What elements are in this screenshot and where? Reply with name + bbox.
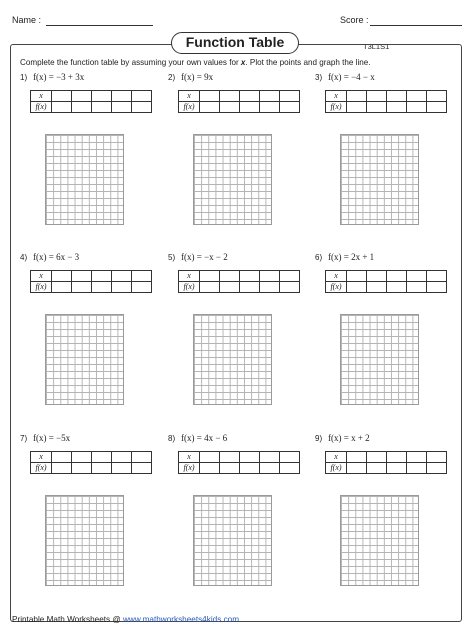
fx-value-cell[interactable] (200, 102, 220, 113)
fx-row-label: f(x) (179, 102, 200, 113)
problem-equation: f(x) = 9x (181, 72, 214, 82)
x-value-cell[interactable] (200, 452, 220, 463)
x-value-cell[interactable] (240, 452, 260, 463)
fx-value-cell[interactable] (220, 102, 240, 113)
fx-value-cell[interactable] (92, 282, 112, 293)
instructions-suffix: . Plot the points and graph the line. (245, 58, 371, 67)
fx-value-cell[interactable] (92, 463, 112, 474)
problem-number: 6) (315, 253, 323, 262)
x-value-cell[interactable] (220, 271, 240, 282)
fx-value-cell[interactable] (52, 463, 72, 474)
x-value-cell[interactable] (240, 271, 260, 282)
graph-grid[interactable] (45, 314, 124, 405)
x-value-cell[interactable] (347, 91, 367, 102)
problem-number: 2) (168, 73, 176, 82)
fx-value-cell[interactable] (387, 463, 407, 474)
function-table (325, 90, 447, 113)
x-row-label: x (31, 271, 52, 282)
x-value-cell[interactable] (387, 271, 407, 282)
x-value-cell[interactable] (92, 271, 112, 282)
x-value-cell[interactable] (112, 91, 132, 102)
name-label: Name : (12, 15, 42, 25)
fx-value-cell[interactable] (367, 282, 387, 293)
x-value-cell[interactable] (92, 91, 112, 102)
fx-value-cell[interactable] (387, 102, 407, 113)
fx-value-cell[interactable] (407, 463, 427, 474)
fx-value-cell[interactable] (72, 463, 92, 474)
fx-row-label: f(x) (326, 463, 347, 474)
fx-value-cell[interactable] (240, 282, 260, 293)
fx-value-cell[interactable] (407, 102, 427, 113)
graph-grid[interactable] (45, 495, 124, 586)
x-value-cell[interactable] (200, 91, 220, 102)
x-value-cell[interactable] (72, 91, 92, 102)
problem-number: 3) (315, 73, 323, 82)
x-row-label: x (179, 91, 200, 102)
problem-equation: f(x) = −4 − x (328, 72, 375, 82)
x-value-cell[interactable] (72, 452, 92, 463)
fx-value-cell[interactable] (260, 463, 280, 474)
instructions-prefix: Complete the function table by assuming your own values for (20, 58, 241, 67)
score-field-line[interactable] (370, 25, 462, 26)
fx-value-cell[interactable] (427, 463, 447, 474)
fx-value-cell[interactable] (407, 282, 427, 293)
fx-value-cell[interactable] (72, 282, 92, 293)
fx-row-label: f(x) (326, 102, 347, 113)
problem-number: 5) (168, 253, 176, 262)
footer-text: Printable Math Worksheets @ (12, 615, 124, 624)
fx-value-cell[interactable] (200, 463, 220, 474)
graph-grid[interactable] (45, 134, 124, 225)
fx-value-cell[interactable] (220, 463, 240, 474)
fx-value-cell[interactable] (112, 102, 132, 113)
fx-value-cell[interactable] (367, 102, 387, 113)
function-table (30, 90, 152, 113)
function-table (30, 270, 152, 293)
fx-value-cell[interactable] (347, 282, 367, 293)
x-value-cell[interactable] (260, 271, 280, 282)
fx-value-cell[interactable] (280, 463, 300, 474)
worksheet-title: Function Table (171, 32, 299, 54)
x-row-label: x (326, 91, 347, 102)
footer-link[interactable]: www.mathworksheets4kids.com (123, 615, 240, 624)
x-value-cell[interactable] (132, 91, 152, 102)
graph-grid[interactable] (340, 314, 419, 405)
x-value-cell[interactable] (72, 271, 92, 282)
problem-equation: f(x) = −5x (33, 433, 71, 443)
fx-value-cell[interactable] (280, 282, 300, 293)
fx-value-cell[interactable] (260, 282, 280, 293)
problem-equation: f(x) = 2x + 1 (328, 252, 375, 262)
x-value-cell[interactable] (427, 91, 447, 102)
x-value-cell[interactable] (112, 271, 132, 282)
fx-value-cell[interactable] (52, 282, 72, 293)
problem-number: 7) (20, 434, 28, 443)
x-value-cell[interactable] (52, 452, 72, 463)
fx-row-label: f(x) (326, 282, 347, 293)
fx-value-cell[interactable] (112, 282, 132, 293)
instructions-variable: x (240, 58, 246, 67)
problem-equation: f(x) = −x − 2 (181, 252, 228, 262)
problem-equation: f(x) = 4x − 6 (181, 433, 228, 443)
fx-value-cell[interactable] (427, 282, 447, 293)
fx-value-cell[interactable] (347, 463, 367, 474)
x-value-cell[interactable] (92, 452, 112, 463)
x-value-cell[interactable] (407, 271, 427, 282)
name-field-line[interactable] (46, 25, 153, 26)
fx-value-cell[interactable] (72, 102, 92, 113)
function-table (178, 451, 300, 474)
function-table (178, 270, 300, 293)
function-table (178, 90, 300, 113)
x-row-label: x (179, 271, 200, 282)
x-value-cell[interactable] (240, 91, 260, 102)
x-value-cell[interactable] (367, 271, 387, 282)
graph-grid[interactable] (340, 495, 419, 586)
fx-value-cell[interactable] (112, 463, 132, 474)
x-row-label: x (31, 91, 52, 102)
x-value-cell[interactable] (200, 271, 220, 282)
fx-value-cell[interactable] (240, 102, 260, 113)
footer-credit (12, 615, 239, 624)
x-value-cell[interactable] (347, 452, 367, 463)
x-value-cell[interactable] (132, 271, 152, 282)
fx-row-label: f(x) (179, 463, 200, 474)
x-value-cell[interactable] (367, 452, 387, 463)
problem-number: 1) (20, 73, 28, 82)
instructions (20, 58, 371, 67)
score-label: Score : (340, 15, 369, 25)
x-value-cell[interactable] (280, 452, 300, 463)
fx-row-label: f(x) (179, 282, 200, 293)
x-value-cell[interactable] (280, 91, 300, 102)
fx-value-cell[interactable] (347, 102, 367, 113)
problem-equation: f(x) = x + 2 (328, 433, 370, 443)
x-value-cell[interactable] (112, 452, 132, 463)
problem-equation: f(x) = −3 + 3x (33, 72, 85, 82)
x-row-label: x (326, 271, 347, 282)
x-value-cell[interactable] (427, 271, 447, 282)
x-value-cell[interactable] (52, 91, 72, 102)
fx-value-cell[interactable] (427, 102, 447, 113)
x-row-label: x (31, 452, 52, 463)
fx-value-cell[interactable] (92, 102, 112, 113)
fx-value-cell[interactable] (367, 463, 387, 474)
graph-grid[interactable] (193, 134, 272, 225)
worksheet-code: T3L1S1 (363, 42, 390, 51)
x-value-cell[interactable] (387, 91, 407, 102)
fx-value-cell[interactable] (260, 102, 280, 113)
fx-value-cell[interactable] (200, 282, 220, 293)
x-row-label: x (179, 452, 200, 463)
problem-number: 9) (315, 434, 323, 443)
fx-value-cell[interactable] (132, 463, 152, 474)
x-value-cell[interactable] (367, 91, 387, 102)
fx-row-label: f(x) (31, 102, 52, 113)
x-row-label: x (326, 452, 347, 463)
function-table (325, 451, 447, 474)
fx-value-cell[interactable] (240, 463, 260, 474)
fx-value-cell[interactable] (132, 282, 152, 293)
fx-value-cell[interactable] (132, 102, 152, 113)
graph-grid[interactable] (340, 134, 419, 225)
x-value-cell[interactable] (132, 452, 152, 463)
x-value-cell[interactable] (407, 91, 427, 102)
fx-row-label: f(x) (31, 282, 52, 293)
problem-equation: f(x) = 6x − 3 (33, 252, 80, 262)
x-value-cell[interactable] (220, 452, 240, 463)
x-value-cell[interactable] (387, 452, 407, 463)
function-table (325, 270, 447, 293)
x-value-cell[interactable] (280, 271, 300, 282)
problem-number: 8) (168, 434, 176, 443)
x-value-cell[interactable] (220, 91, 240, 102)
problem-number: 4) (20, 253, 28, 262)
x-value-cell[interactable] (260, 91, 280, 102)
x-value-cell[interactable] (52, 271, 72, 282)
fx-row-label: f(x) (31, 463, 52, 474)
fx-value-cell[interactable] (387, 282, 407, 293)
graph-grid[interactable] (193, 495, 272, 586)
x-value-cell[interactable] (347, 271, 367, 282)
x-value-cell[interactable] (407, 452, 427, 463)
x-value-cell[interactable] (260, 452, 280, 463)
fx-value-cell[interactable] (220, 282, 240, 293)
x-value-cell[interactable] (427, 452, 447, 463)
graph-grid[interactable] (193, 314, 272, 405)
fx-value-cell[interactable] (52, 102, 72, 113)
function-table (30, 451, 152, 474)
fx-value-cell[interactable] (280, 102, 300, 113)
